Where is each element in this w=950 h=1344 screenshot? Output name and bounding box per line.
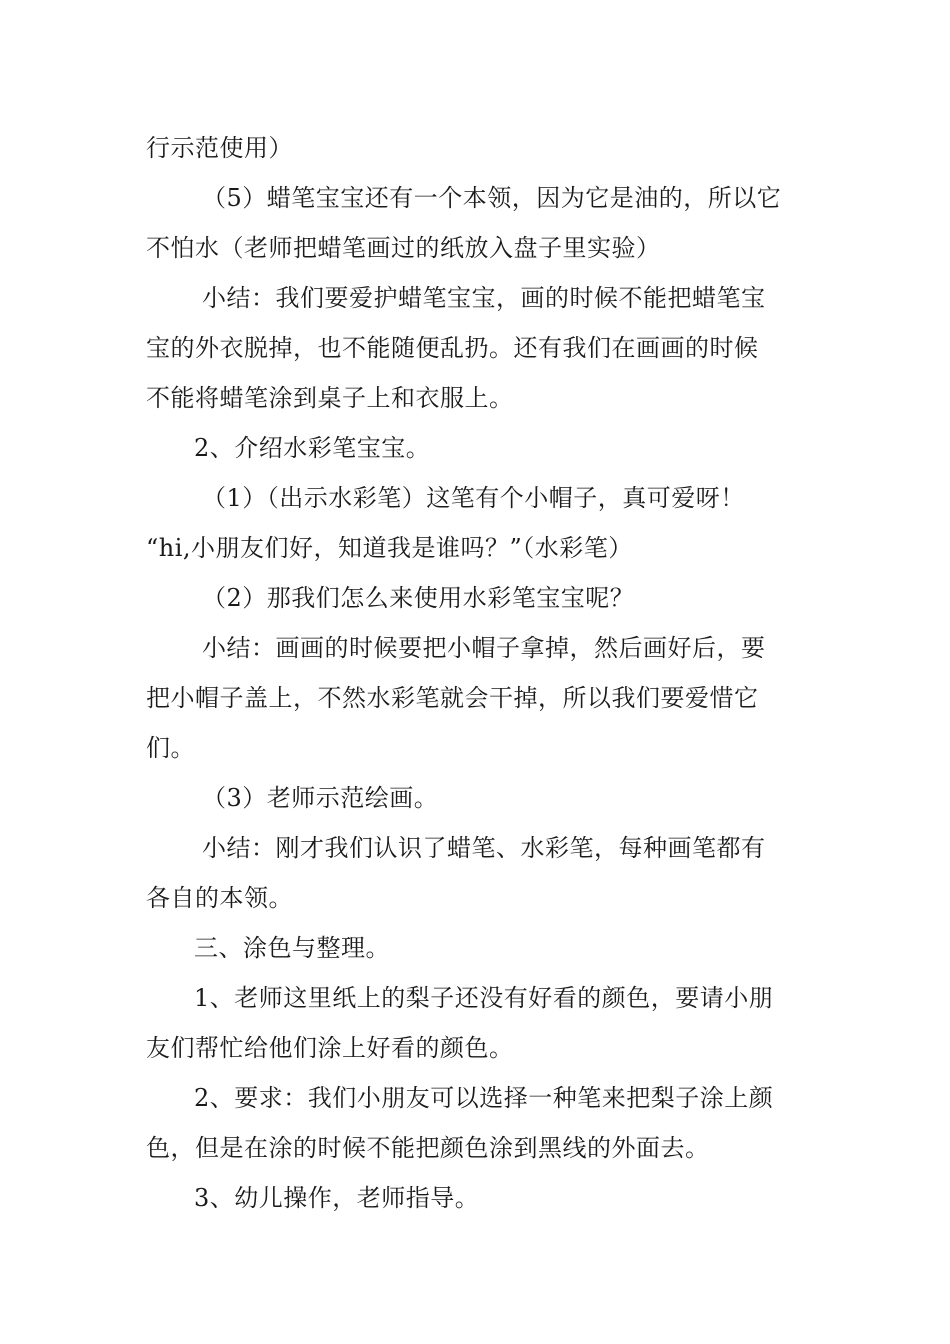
text-line: 小结：我们要爱护蜡笔宝宝，画的时候不能把蜡笔宝 <box>202 284 766 312</box>
text-line: 小结：画画的时候要把小帽子拿掉，然后画好后，要 <box>202 634 766 662</box>
text-line: “hi,小朋友们好，知道我是谁吗？”（水彩笔） <box>146 534 633 562</box>
section-heading: 三、涂色与整理。 <box>194 934 390 962</box>
text-line: 宝的外衣脱掉，也不能随便乱扔。还有我们在画画的时候 <box>146 334 759 362</box>
text-line: （1）（出示水彩笔）这笔有个小帽子，真可爱呀！ <box>202 484 745 512</box>
text-line: 们。 <box>146 734 195 762</box>
text-line: 1、老师这里纸上的梨子还没有好看的颜色，要请小朋 <box>194 984 774 1012</box>
text-line: （2）那我们怎么来使用水彩笔宝宝呢？ <box>202 584 635 612</box>
text-line: 小结：刚才我们认识了蜡笔、水彩笔，每种画笔都有 <box>202 834 766 862</box>
text-line: （3）老师示范绘画。 <box>202 784 439 812</box>
section-heading: 2、介绍水彩笔宝宝。 <box>194 434 431 462</box>
text-line: 3、幼儿操作，老师指导。 <box>194 1184 480 1212</box>
text-line: 色，但是在涂的时候不能把颜色涂到黑线的外面去。 <box>146 1134 710 1162</box>
text-line: （5）蜡笔宝宝还有一个本领，因为它是油的，所以它 <box>202 184 782 212</box>
text-line: 2、要求：我们小朋友可以选择一种笔来把梨子涂上颜 <box>194 1084 774 1112</box>
text-line: 不能将蜡笔涂到桌子上和衣服上。 <box>146 384 514 412</box>
text-line: 各自的本领。 <box>146 884 293 912</box>
text-line: 不怕水（老师把蜡笔画过的纸放入盘子里实验） <box>146 234 661 262</box>
text-line: 友们帮忙给他们涂上好看的颜色。 <box>146 1034 514 1062</box>
text-line: 把小帽子盖上，不然水彩笔就会干掉，所以我们要爱惜它 <box>146 684 759 712</box>
text-line: 行示范使用） <box>146 134 293 162</box>
